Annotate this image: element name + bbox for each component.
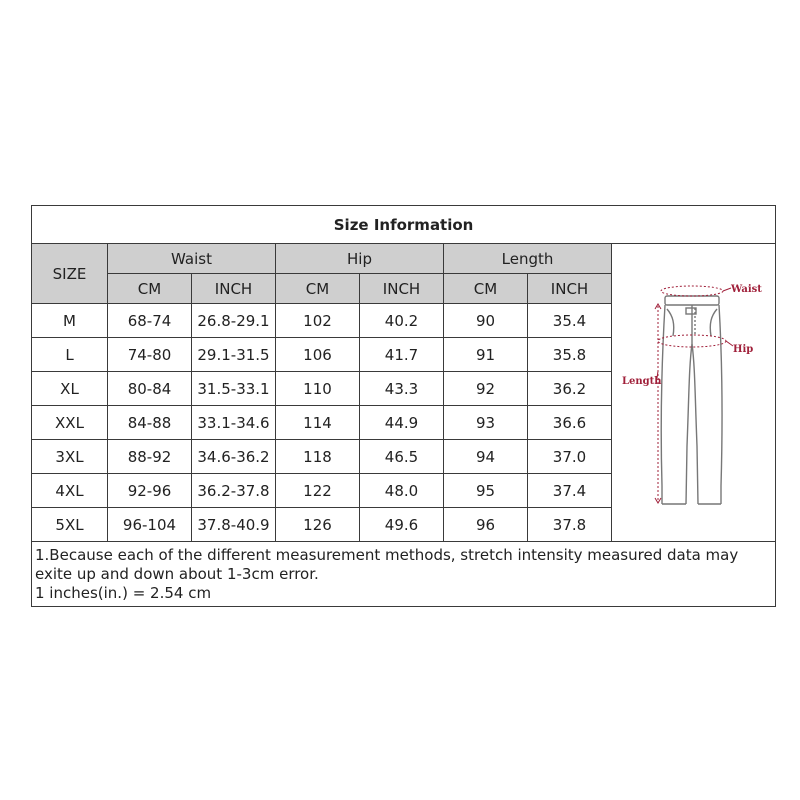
note-line: exite up and down about 1-3cm error. bbox=[35, 565, 319, 583]
unit-header: CM bbox=[444, 274, 528, 304]
cell-size: 3XL bbox=[32, 440, 108, 474]
size-table bbox=[31, 205, 776, 607]
cell-size: M bbox=[32, 304, 108, 338]
unit-header: INCH bbox=[192, 274, 276, 304]
cell-hip-cm: 110 bbox=[276, 372, 360, 406]
cell-hip-in: 46.5 bbox=[360, 440, 444, 474]
cell-hip-cm: 122 bbox=[276, 474, 360, 508]
cell-hip-cm: 114 bbox=[276, 406, 360, 440]
cell-waist-in: 26.8-29.1 bbox=[192, 304, 276, 338]
cell-hip-in: 49.6 bbox=[360, 508, 444, 542]
cell-waist-cm: 80-84 bbox=[108, 372, 192, 406]
cell-hip-in: 41.7 bbox=[360, 338, 444, 372]
cell-hip-in: 40.2 bbox=[360, 304, 444, 338]
cell-len-cm: 96 bbox=[444, 508, 528, 542]
cell-len-in: 36.6 bbox=[528, 406, 612, 440]
cell-size: 5XL bbox=[32, 508, 108, 542]
cell-hip-cm: 106 bbox=[276, 338, 360, 372]
waist-label: Waist bbox=[730, 283, 762, 295]
note-line: 1.Because each of the different measurement methods, stretch intensity measured data may bbox=[35, 546, 739, 564]
cell-waist-cm: 96-104 bbox=[108, 508, 192, 542]
notes bbox=[32, 542, 776, 607]
hip-label: Hip bbox=[732, 343, 753, 355]
cell-len-cm: 92 bbox=[444, 372, 528, 406]
table-title: Size Information bbox=[32, 206, 776, 244]
size-chart bbox=[31, 205, 775, 609]
pants-diagram bbox=[615, 246, 773, 536]
hip-group-header: Hip bbox=[276, 244, 444, 274]
cell-waist-cm: 92-96 bbox=[108, 474, 192, 508]
cell-len-cm: 93 bbox=[444, 406, 528, 440]
cell-len-in: 35.4 bbox=[528, 304, 612, 338]
cell-waist-in: 29.1-31.5 bbox=[192, 338, 276, 372]
cell-hip-in: 48.0 bbox=[360, 474, 444, 508]
cell-waist-in: 31.5-33.1 bbox=[192, 372, 276, 406]
cell-len-cm: 95 bbox=[444, 474, 528, 508]
cell-size: 4XL bbox=[32, 474, 108, 508]
cell-len-cm: 90 bbox=[444, 304, 528, 338]
cell-size: L bbox=[32, 338, 108, 372]
cell-waist-in: 34.6-36.2 bbox=[192, 440, 276, 474]
cell-waist-in: 37.8-40.9 bbox=[192, 508, 276, 542]
note-line: 1 inches(in.) = 2.54 cm bbox=[35, 584, 212, 602]
cell-size: XXL bbox=[32, 406, 108, 440]
cell-len-in: 37.0 bbox=[528, 440, 612, 474]
pants-outline bbox=[661, 296, 722, 504]
cell-len-in: 37.8 bbox=[528, 508, 612, 542]
size-column-header: SIZE bbox=[32, 244, 108, 304]
cell-len-in: 36.2 bbox=[528, 372, 612, 406]
cell-waist-in: 33.1-34.6 bbox=[192, 406, 276, 440]
cell-len-in: 35.8 bbox=[528, 338, 612, 372]
cell-hip-cm: 102 bbox=[276, 304, 360, 338]
unit-header: CM bbox=[108, 274, 192, 304]
length-group-header: Length bbox=[444, 244, 612, 274]
cell-waist-cm: 68-74 bbox=[108, 304, 192, 338]
cell-hip-cm: 118 bbox=[276, 440, 360, 474]
cell-len-in: 37.4 bbox=[528, 474, 612, 508]
cell-len-cm: 91 bbox=[444, 338, 528, 372]
unit-header: INCH bbox=[528, 274, 612, 304]
cell-waist-cm: 84-88 bbox=[108, 406, 192, 440]
cell-len-cm: 94 bbox=[444, 440, 528, 474]
cell-waist-cm: 88-92 bbox=[108, 440, 192, 474]
length-label: Length bbox=[621, 375, 662, 387]
cell-hip-in: 43.3 bbox=[360, 372, 444, 406]
cell-hip-in: 44.9 bbox=[360, 406, 444, 440]
unit-header: INCH bbox=[360, 274, 444, 304]
cell-size: XL bbox=[32, 372, 108, 406]
cell-hip-cm: 126 bbox=[276, 508, 360, 542]
cell-waist-in: 36.2-37.8 bbox=[192, 474, 276, 508]
cell-waist-cm: 74-80 bbox=[108, 338, 192, 372]
unit-header: CM bbox=[276, 274, 360, 304]
pants-diagram-cell bbox=[612, 244, 776, 542]
waist-group-header: Waist bbox=[108, 244, 276, 274]
